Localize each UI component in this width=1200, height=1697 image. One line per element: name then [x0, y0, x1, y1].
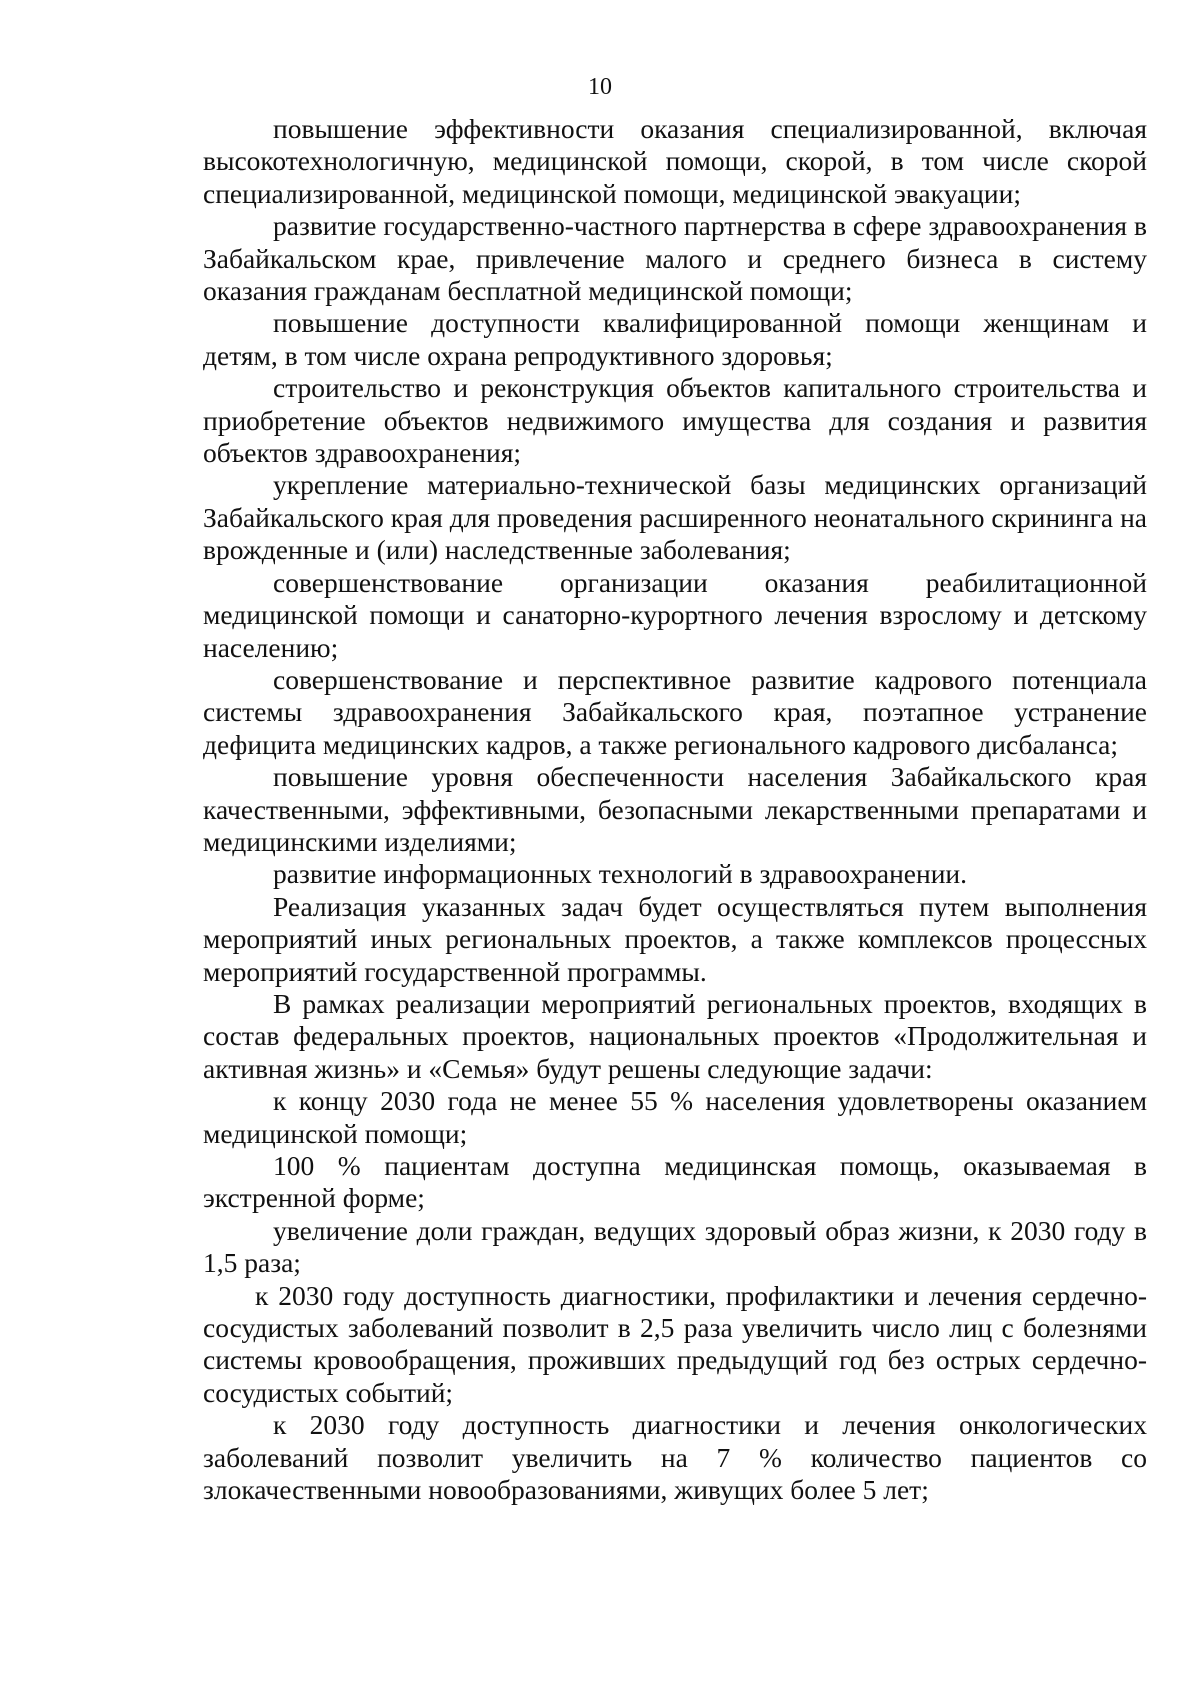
page-number: 10	[588, 74, 612, 100]
paragraph: к 2030 году доступность диагностики, профилактики и лечения сердечно-сосудистых заболеваний позволит в 2,5 раза увеличить число лиц с болезнями системы кровообращения, проживших предыдущий год без острых сердечно-сосудистых событий;	[203, 1279, 1147, 1408]
paragraph: развитие информационных технологий в здравоохранении.	[273, 858, 968, 890]
paragraph: развитие государственно-частного партнерства в сфере здравоохранения в Забайкальском крае, привлечение малого и среднего бизнеса в систему оказания гражданам бесплатной медицинской помощи;	[203, 210, 1147, 307]
paragraph: совершенствование организации оказания реабилитационной медицинской помощи и санаторно-курортного лечения взрослому и детскому населению;	[203, 566, 1147, 663]
paragraph: 100 % пациентам доступна медицинская помощь, оказываемая в экстренной форме;	[203, 1150, 1147, 1214]
paragraph: повышение эффективности оказания специализированной, включая высокотехнологичную, медицинской помощи, скорой, в том числе скорой специализированной, медицинской помощи, медицинской эвакуации;	[203, 113, 1147, 209]
paragraph: к 2030 году доступность диагностики и лечения онкологических заболеваний позволит увеличить на 7 % количество пациентов со злокачественными новообразованиями, живущих более 5 лет;	[203, 1409, 1147, 1506]
paragraph: Реализация указанных задач будет осуществляться путем выполнения мероприятий иных региональных проектов, а также комплексов процессных мероприятий государственной программы.	[203, 890, 1147, 987]
paragraph: совершенствование и перспективное развитие кадрового потенциала системы здравоохранения Забайкальского края, поэтапное устранение дефицита медицинских кадров, а также регионального кадрового дисбаланса;	[203, 663, 1147, 760]
paragraph: повышение доступности квалифицированной помощи женщинам и детям, в том числе охрана репродуктивного здоровья;	[203, 307, 1147, 371]
paragraph: увеличение доли граждан, ведущих здоровый образ жизни, к 2030 году в 1,5 раза;	[203, 1214, 1147, 1279]
paragraph: В рамках реализации мероприятий региональных проектов, входящих в состав федеральных проектов, национальных проектов «Продолжительная и активная жизнь» и «Семья» будут решены следующие задачи:	[203, 987, 1147, 1084]
paragraph: строительство и реконструкция объектов капитального строительства и приобретение объектов недвижимого имущества для создания и развития объектов здравоохранения;	[203, 372, 1147, 469]
paragraph: к концу 2030 года не менее 55 % населения удовлетворены оказанием медицинской помощи;	[203, 1085, 1147, 1149]
paragraph: укрепление материально-технической базы медицинских организаций Забайкальского края для проведения расширенного неонатального скрининга на врожденные и (или) наследственные заболевания;	[203, 469, 1147, 566]
paragraph: повышение уровня обеспеченности населения Забайкальского края качественными, эффективными, безопасными лекарственными препаратами и медицинскими изделиями;	[203, 761, 1147, 857]
document-body	[203, 113, 1147, 1506]
